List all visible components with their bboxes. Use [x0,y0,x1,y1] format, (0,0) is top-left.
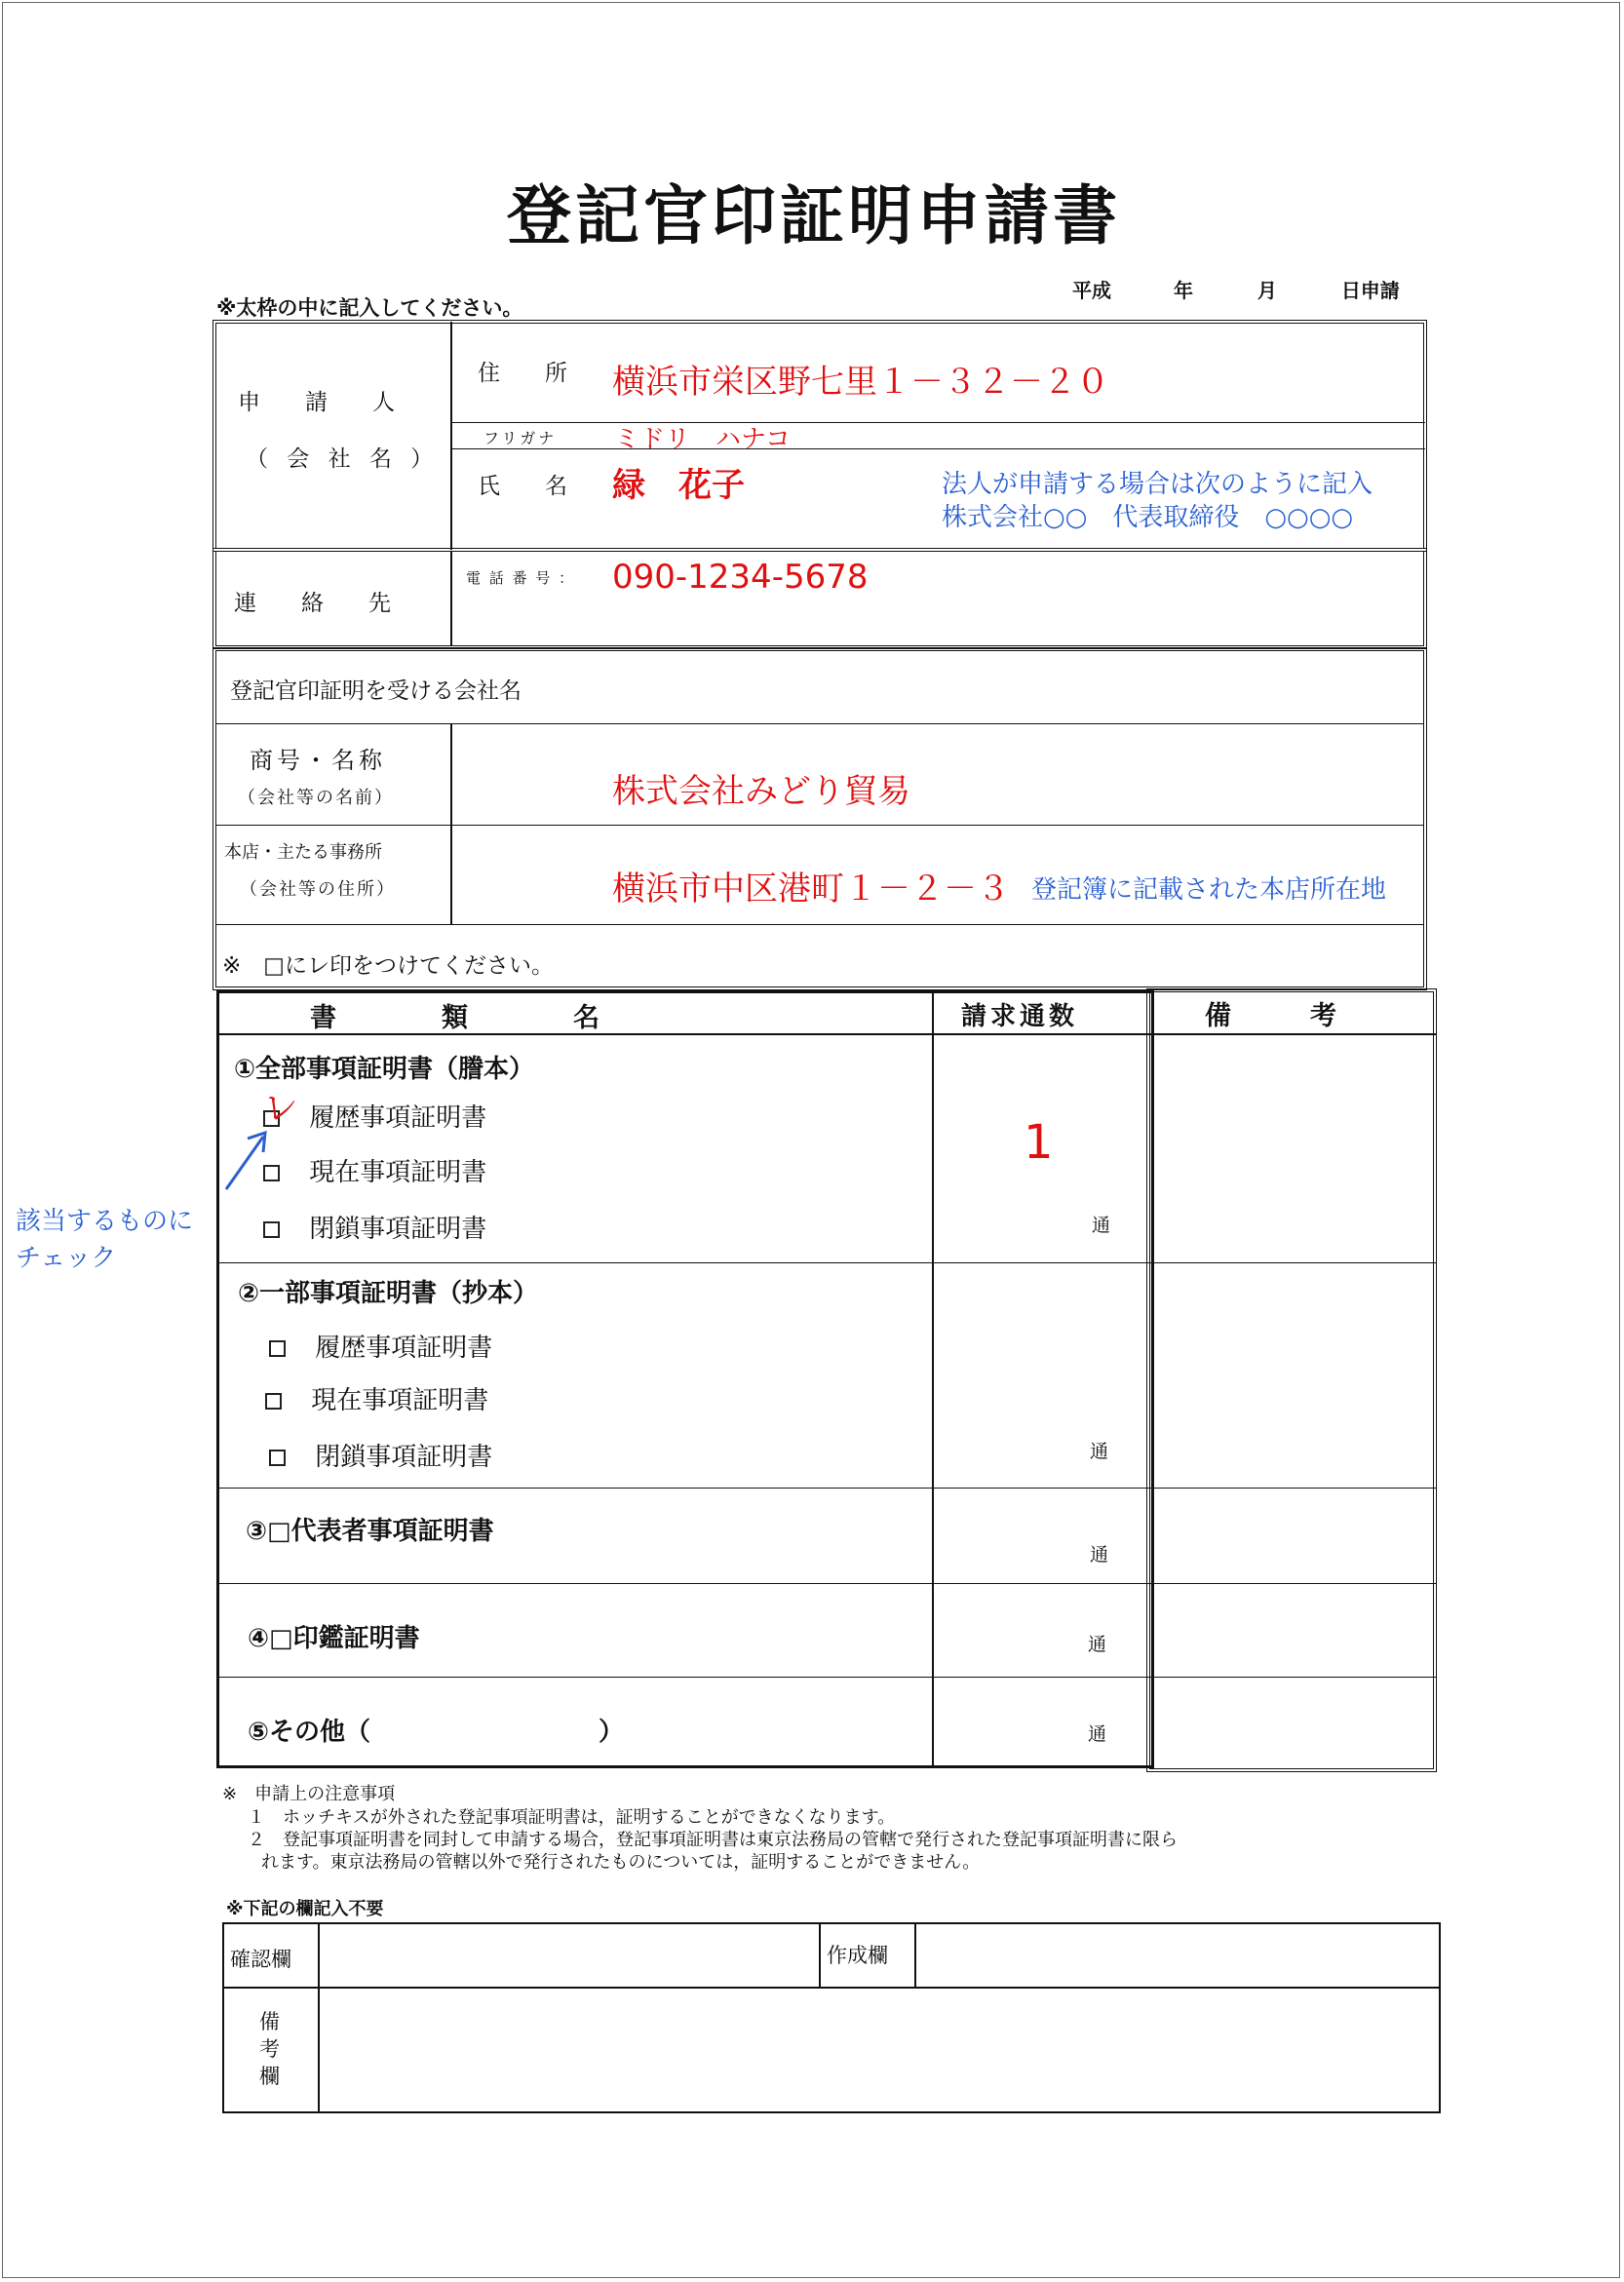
notes-header: ※ 申請上の注意事項 [222,1784,396,1804]
section-1-unit: 通 [1092,1215,1111,1236]
date-era: 平成 [1072,279,1111,302]
trade-name-sub: （会社等の名前） [238,788,394,808]
office-note: 登記簿に記載された本店所在地 [1031,875,1387,905]
date-year: 年 [1173,279,1193,302]
page-title: 登記官印証明申請書 [507,177,1121,253]
office-use-header: ※下記の欄記入不要 [226,1899,384,1919]
side-note-line2: チェック [16,1244,117,1273]
section-4-unit: 通 [1088,1634,1107,1655]
section-5-unit: 通 [1088,1723,1107,1745]
section-5-title: ⑤その他（ ） [248,1718,625,1747]
remarks-label: 備考欄 [259,2010,280,2088]
header-doc-name: 書 類 名 [310,1003,599,1033]
checkbox-heisa-partial[interactable] [269,1450,286,1466]
date-line [1072,275,1400,303]
header-remarks: 備 考 [1205,1001,1336,1031]
remarks-column [1146,988,1437,1772]
section-2-item-2[interactable]: 現在事項証明書 [265,1380,488,1416]
date-day: 日申請 [1340,279,1400,302]
checkbox-heisa-full[interactable] [263,1221,280,1238]
section-3-title: ③□代表者事項証明書 [246,1517,494,1546]
section-2-unit: 通 [1090,1441,1109,1462]
section-2-item-3[interactable]: 閉鎖事項証明書 [269,1437,492,1473]
furigana-value: ミドリ ハナコ [614,425,791,454]
applicant-label: 申 請 人 [238,390,395,415]
section-4-title: ④□印鑑証明書 [248,1624,420,1653]
corp-note-line2: 株式会社○○ 代表取締役 ○○○○ [942,503,1354,532]
furigana-label: フリガナ [483,429,558,447]
notes-item-1: １ ホッチキスが外された登記事項証明書は，証明することができなくなります。 [248,1807,896,1828]
contact-label: 連 絡 先 [234,591,391,616]
section-1-item-2[interactable]: 現在事項証明書 [263,1152,486,1188]
checkbox-rireki-partial[interactable] [269,1340,286,1357]
section-3-unit: 通 [1090,1544,1109,1566]
phone-value: 090-1234-5678 [612,558,869,597]
section-2-title: ②一部事項証明書（抄本） [238,1279,539,1308]
section-2-item-1[interactable]: 履歴事項証明書 [269,1328,492,1364]
arrow-icon [214,1121,273,1199]
section-1-title: ①全部事項証明書（謄本） [234,1055,535,1084]
trade-name-label: 商号・名称 [250,747,386,774]
confirm-label: 確認欄 [230,1948,291,1971]
notes-item-2a: ２ 登記事項証明書を同封して申請する場合，登記事項証明書は東京法務局の管轄で発行された登記事項証明書に限ら [248,1830,1178,1850]
company-section-header: 登記官印証明を受ける会社名 [230,678,522,704]
checkmark: レ [260,1085,302,1131]
name-value: 緑 花子 [612,466,745,505]
instruction-top: ※太枠の中に記入してください。 [216,296,523,320]
checkbox-genzai-partial[interactable] [265,1393,282,1410]
phone-label: 電 話 番 号 ： [466,569,576,587]
notes-item-2b: れます。東京法務局の管轄以外で発行されたものについては，証明することができません。 [261,1852,981,1873]
applicant-sub-label: （ 会 社 名 ） [246,446,440,472]
header-count: 請求通数 [961,1002,1079,1031]
section-1-item-1[interactable]: 履歴事項証明書 [263,1098,486,1134]
office-label: 本店・主たる事務所 [224,842,382,863]
side-note-line1: 該当するものに [16,1207,194,1236]
name-label: 氏 名 [478,474,567,499]
office-value: 横浜市中区港町１－２－３ [612,870,1010,909]
create-label: 作成欄 [827,1944,888,1967]
corp-note-line1: 法人が申請する場合は次のように記入 [942,470,1373,499]
section-1-item-3[interactable]: 閉鎖事項証明書 [263,1209,486,1245]
check-instruction: ※ □にレ印をつけてください。 [222,953,555,979]
section-1-count: 1 [1024,1115,1054,1170]
date-month: 月 [1257,279,1277,302]
address-label: 住 所 [478,361,567,386]
office-sub: （会社等の住所） [240,879,396,900]
trade-name-value: 株式会社みどり貿易 [612,772,910,811]
address-value: 横浜市栄区野七里１－３２－２０ [612,363,1109,402]
